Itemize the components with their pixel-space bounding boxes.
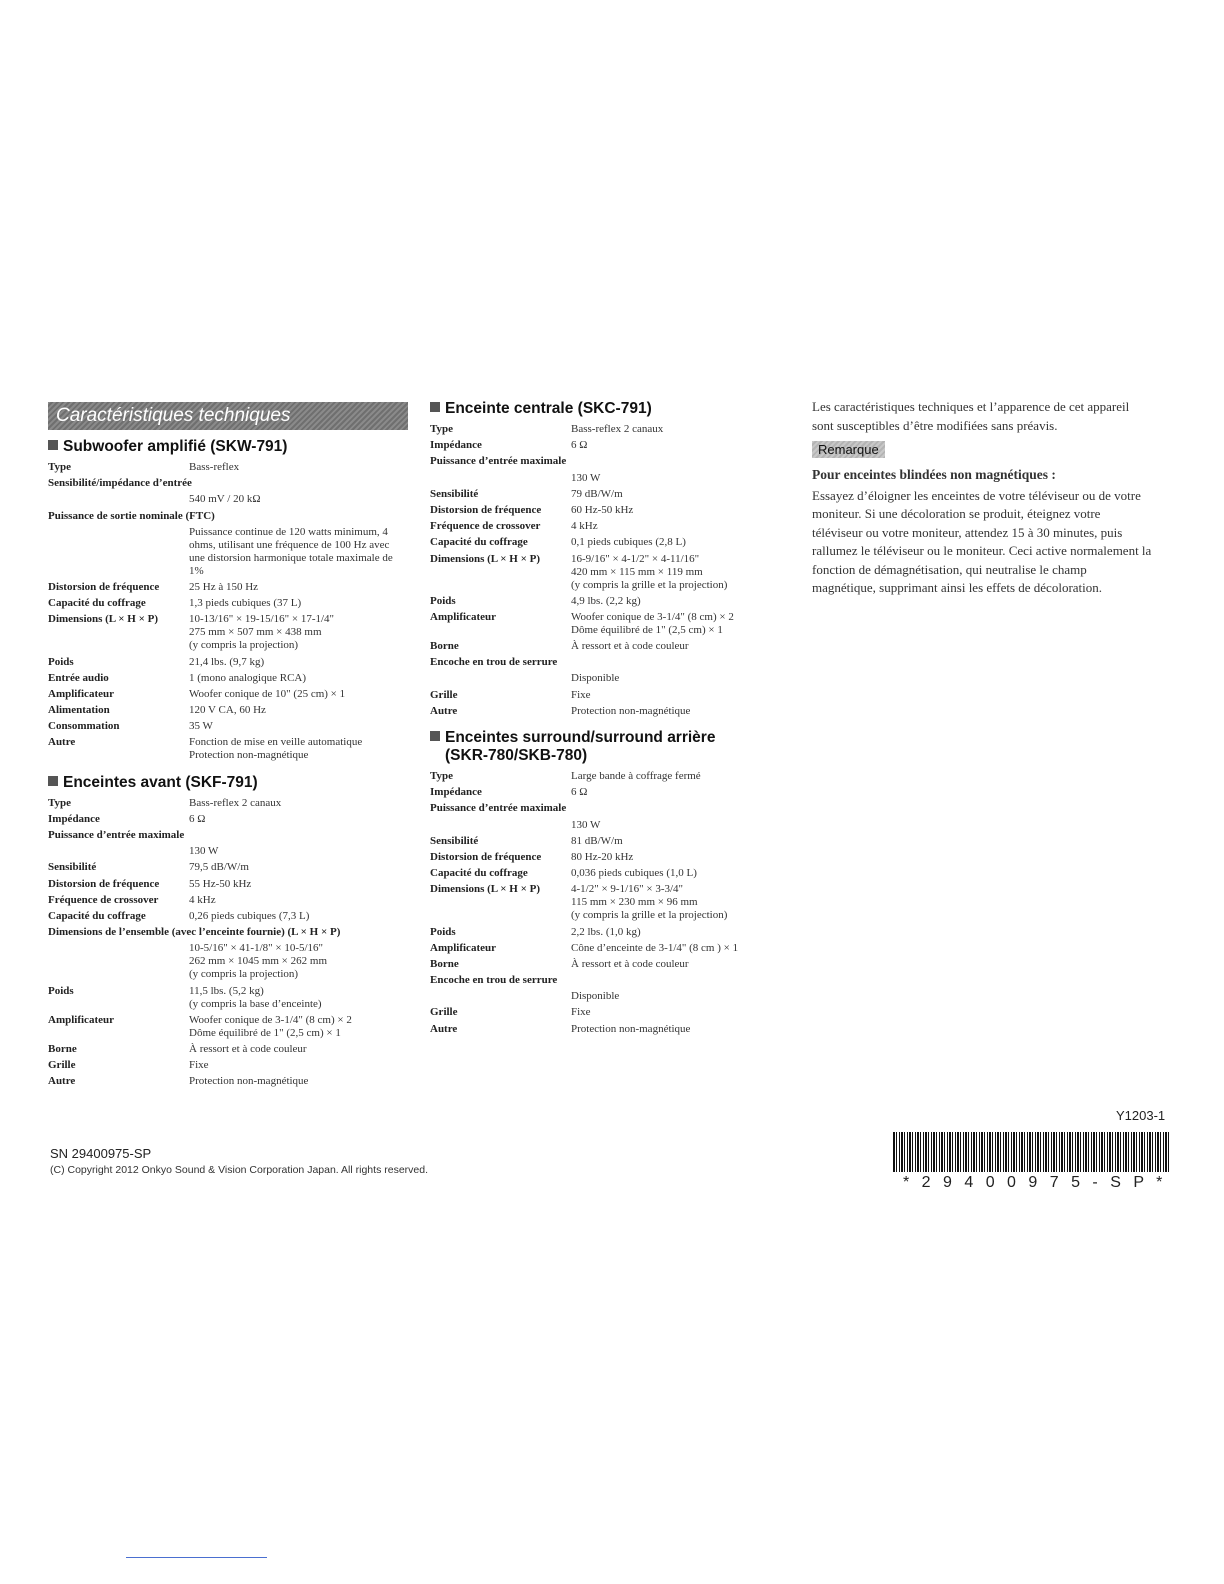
spec-row — [48, 797, 404, 810]
spec-value: 21,4 lbs. (9,7 kg) — [189, 655, 265, 668]
spec-value: À ressort et à code couleur — [189, 1042, 307, 1055]
spec-row — [430, 867, 790, 880]
spec-label: Autre — [48, 736, 76, 749]
spec-value: 60 Hz-50 kHz — [571, 503, 634, 516]
spec-value: Bass-reflex 2 canaux — [571, 423, 664, 435]
spec-value: 11,5 lbs. (5,2 kg) (y compris la base d’enceinte) — [189, 984, 322, 1010]
spec-row — [48, 736, 404, 762]
spec-label: Impédance — [48, 812, 100, 825]
spec-row — [48, 1014, 404, 1040]
spec-row — [430, 553, 790, 592]
spec-value: 10-5/16" × 41-1/8" × 10-5/16" 262 mm × 1045 mm × 262 mm (y compris la projection) — [189, 942, 327, 981]
spec-row — [430, 942, 790, 955]
spec-label: Poids — [430, 925, 456, 938]
spec-label: Puissance d’entrée maximale — [430, 802, 567, 815]
spec-row — [430, 786, 790, 799]
spec-label: Grille — [48, 1059, 76, 1072]
bottom-divider — [126, 1557, 267, 1558]
spec-label: Amplificateur — [48, 1013, 114, 1026]
spec-row — [430, 488, 790, 501]
remarque-badge: Remarque — [812, 441, 885, 458]
spec-row — [48, 1043, 404, 1056]
spec-row — [430, 423, 790, 436]
spec-row — [48, 688, 404, 701]
spec-label: Distorsion de fréquence — [430, 850, 542, 863]
spec-value: 80 Hz-20 kHz — [571, 850, 634, 863]
spec-row — [430, 883, 790, 922]
spec-value: 6 Ω — [571, 786, 588, 799]
spec-row — [48, 656, 404, 669]
spec-value: Protection non-magnétique — [571, 1022, 691, 1035]
spec-label: Sensibilité/impédance d’entrée — [48, 477, 192, 490]
spec-value: 130 W — [571, 818, 601, 831]
spec-label: Consommation — [48, 720, 120, 733]
spec-label: Fréquence de crossover — [48, 893, 159, 906]
right-column — [812, 398, 1162, 598]
note-title: Pour enceintes blindées non magnétiques : — [812, 467, 1056, 482]
spec-value: 2,2 lbs. (1,0 kg) — [571, 925, 641, 938]
spec-row — [48, 829, 404, 842]
spec-row — [48, 910, 404, 923]
document-code: Y1203-1 — [1116, 1108, 1166, 1123]
spec-row — [48, 1059, 404, 1072]
spec-label: Type — [48, 796, 72, 809]
spec-label: Poids — [48, 984, 74, 997]
spec-row — [430, 926, 790, 939]
spec-value: 16-9/16" × 4-1/2" × 4-11/16" 420 mm × 115 mm × 119 mm (y compris la grille et la projection) — [571, 552, 728, 591]
spec-row-value — [430, 672, 790, 685]
spec-label: Sensibilité — [48, 861, 97, 874]
spec-row — [430, 1023, 790, 1036]
spec-label: Poids — [48, 655, 74, 668]
spec-value: 4-1/2" × 9-1/16" × 3-3/4" 115 mm × 230 mm × 96 mm (y compris la grille et la projection) — [571, 883, 728, 922]
spec-value: 79,5 dB/W/m — [189, 861, 249, 874]
spec-label: Autre — [430, 704, 458, 717]
spec-value: Fixe — [189, 1059, 209, 1072]
spec-value: À ressort et à code couleur — [571, 640, 689, 653]
spec-label: Capacité du coffrage — [48, 909, 146, 922]
spec-value: Cône d’enceinte de 3-1/4" (8 cm ) × 1 — [571, 941, 739, 954]
section-title: Subwoofer amplifié (SKW-791) — [48, 438, 404, 456]
spec-row-value — [48, 845, 404, 858]
spec-value: 6 Ω — [571, 439, 588, 452]
spec-row-value — [430, 472, 790, 485]
intro-text: Les caractéristiques techniques et l’apparence de cet appareil sont susceptibles d’être modifiées sans préavis. — [812, 399, 1130, 433]
spec-row — [430, 595, 790, 608]
spec-label: Capacité du coffrage — [430, 536, 528, 549]
spec-label: Type — [430, 770, 454, 782]
spec-label: Distorsion de fréquence — [48, 580, 160, 593]
spec-row — [430, 640, 790, 653]
spec-label: Entrée audio — [48, 671, 109, 684]
spec-value: Puissance continue de 120 watts minimum, 4 ohms, utilisant une fréquence de 100 Hz avec une distorsion harmonique totale maximale de 1% — [189, 525, 393, 577]
spec-label: Amplificateur — [430, 610, 496, 623]
spec-label: Capacité du coffrage — [48, 597, 146, 610]
section-title: Enceintes avant (SKF-791) — [48, 774, 404, 792]
spec-label: Borne — [430, 957, 459, 970]
spec-label: Sensibilité — [430, 834, 479, 847]
spec-value: 25 Hz à 150 Hz — [189, 580, 259, 593]
spec-value: À ressort et à code couleur — [571, 957, 689, 970]
spec-row — [48, 894, 404, 907]
bullet-square-icon — [430, 731, 440, 741]
spec-value: Woofer conique de 10" (25 cm) × 1 — [189, 687, 346, 700]
spec-row — [430, 974, 790, 987]
spec-value: 0,036 pieds cubiques (1,0 L) — [571, 867, 697, 880]
middle-column — [430, 398, 790, 1045]
spec-label: Fréquence de crossover — [430, 520, 541, 533]
spec-row — [48, 672, 404, 685]
spec-label: Type — [48, 461, 72, 473]
spec-value: 0,26 pieds cubiques (7,3 L) — [189, 909, 310, 922]
spec-row — [430, 835, 790, 848]
copyright: (C) Copyright 2012 Onkyo Sound & Vision Corporation Japan. All rights reserved. — [50, 1164, 429, 1176]
spec-value: 4 kHz — [571, 520, 598, 533]
spec-value: Bass-reflex 2 canaux — [189, 796, 282, 809]
spec-value: 0,1 pieds cubiques (2,8 L) — [571, 536, 686, 549]
spec-row-value — [430, 819, 790, 832]
spec-label: Alimentation — [48, 704, 110, 717]
section-title: Enceintes surround/surround arrière (SKR-780/SKB-780) — [430, 729, 790, 765]
spec-value: 4 kHz — [189, 893, 216, 906]
spec-value: 35 W — [189, 720, 213, 733]
spec-label: Puissance d’entrée maximale — [48, 829, 185, 841]
spec-label: Grille — [430, 1006, 458, 1019]
spec-label: Impédance — [430, 786, 482, 799]
spec-value: 130 W — [189, 845, 219, 858]
spec-label: Impédance — [430, 439, 482, 452]
spec-row — [430, 611, 790, 637]
spec-value: Protection non-magnétique — [189, 1075, 309, 1088]
spec-label: Borne — [48, 1042, 77, 1055]
spec-label: Dimensions (L × H × P) — [48, 613, 159, 626]
spec-label: Dimensions (L × H × P) — [430, 552, 541, 565]
spec-value: Protection non-magnétique — [571, 704, 691, 717]
section-banner: Caractéristiques techniques — [48, 402, 408, 430]
spec-row — [430, 455, 790, 468]
spec-row — [48, 926, 404, 939]
spec-row — [430, 504, 790, 517]
spec-value: 55 Hz-50 kHz — [189, 877, 252, 890]
spec-value: Fixe — [571, 1006, 591, 1019]
spec-label: Distorsion de fréquence — [430, 503, 542, 516]
spec-value: 1 (mono analogique RCA) — [189, 671, 307, 684]
note-body: Essayez d’éloigner les enceintes de votre téléviseur ou de votre moniteur. Si une décoloration se produit, éteignez votre téléviseur ou votre moniteur, attendez 15 à 30 minutes, puis rallumez le téléviseur ou le moniteur. Ceci active normalement la fonction de démagnétisation, qui neutralise le champ magnétique, supprimant ainsi les effets de décoloration. — [812, 487, 1152, 595]
barcode-image — [893, 1132, 1171, 1172]
spec-value: Disponible — [571, 990, 620, 1003]
barcode-text: * 2 9 4 0 0 9 7 5 - S P * — [903, 1174, 1167, 1191]
spec-value: Woofer conique de 3-1/4" (8 cm) × 2 Dôme équilibré de 1" (2,5 cm) × 1 — [189, 1013, 352, 1039]
spec-value: Large bande à coffrage fermé — [571, 770, 701, 782]
spec-value: 10-13/16" × 19-15/16" × 17-1/4" 275 mm × 507 mm × 438 mm (y compris la projection) — [189, 613, 335, 652]
spec-value: Fixe — [571, 688, 591, 701]
spec-row — [430, 536, 790, 549]
spec-label: Borne — [430, 640, 459, 653]
bullet-square-icon — [48, 440, 58, 450]
bullet-square-icon — [48, 776, 58, 786]
spec-value: 4,9 lbs. (2,2 kg) — [571, 594, 641, 607]
left-specs — [48, 438, 404, 1097]
spec-label: Encoche en trou de serrure — [430, 656, 558, 669]
spec-row — [430, 851, 790, 864]
spec-row — [48, 1075, 404, 1088]
spec-row — [48, 813, 404, 826]
spec-row — [430, 802, 790, 815]
spec-value: 6 Ω — [189, 812, 206, 825]
spec-row — [48, 510, 404, 523]
spec-value: 120 V CA, 60 Hz — [189, 704, 266, 717]
spec-row — [430, 770, 790, 783]
spec-label: Amplificateur — [430, 941, 496, 954]
spec-row-value — [48, 493, 404, 506]
spec-row-value — [48, 942, 404, 981]
spec-value: Fonction de mise en veille automatique Protection non-magnétique — [189, 736, 363, 762]
spec-row — [48, 985, 404, 1011]
spec-label: Puissance de sortie nominale (FTC) — [48, 509, 215, 522]
spec-row — [430, 1006, 790, 1019]
spec-row — [430, 520, 790, 533]
spec-row — [430, 689, 790, 702]
spec-row — [430, 656, 790, 669]
spec-value: 79 dB/W/m — [571, 487, 623, 500]
spec-label: Encoche en trou de serrure — [430, 974, 558, 987]
spec-value: 1,3 pieds cubiques (37 L) — [189, 597, 302, 610]
spec-value: 81 dB/W/m — [571, 834, 623, 847]
spec-label: Dimensions (L × H × P) — [430, 883, 541, 896]
spec-label: Type — [430, 423, 454, 435]
spec-label: Sensibilité — [430, 487, 479, 500]
spec-row — [430, 705, 790, 718]
spec-value: Disponible — [571, 672, 620, 685]
spec-label: Poids — [430, 594, 456, 607]
serial-number: SN 29400975-SP — [50, 1146, 152, 1161]
spec-row — [48, 581, 404, 594]
spec-value: 130 W — [571, 471, 601, 484]
spec-row — [48, 878, 404, 891]
spec-row — [48, 861, 404, 874]
spec-label: Autre — [430, 1022, 458, 1035]
spec-value: Woofer conique de 3-1/4" (8 cm) × 2 Dôme équilibré de 1" (2,5 cm) × 1 — [571, 610, 734, 636]
spec-row — [48, 613, 404, 652]
spec-label: Dimensions de l’ensemble (avec l’enceinte fournie) (L × H × P) — [48, 926, 341, 939]
spec-label: Puissance d’entrée maximale — [430, 455, 567, 468]
left-column — [48, 402, 404, 1097]
spec-row-value — [48, 526, 404, 578]
spec-label: Capacité du coffrage — [430, 867, 528, 880]
spec-row — [48, 477, 404, 490]
spec-label: Grille — [430, 688, 458, 701]
spec-value: 540 mV / 20 kΩ — [189, 493, 261, 506]
spec-row-value — [430, 990, 790, 1003]
spec-row — [48, 704, 404, 717]
spec-label: Distorsion de fréquence — [48, 877, 160, 890]
spec-row — [48, 461, 404, 474]
section-title: Enceinte centrale (SKC-791) — [430, 400, 790, 418]
spec-label: Amplificateur — [48, 687, 114, 700]
spec-row — [48, 720, 404, 733]
spec-value: Bass-reflex — [189, 461, 240, 473]
spec-label: Autre — [48, 1075, 76, 1088]
spec-row — [430, 958, 790, 971]
spec-row — [48, 597, 404, 610]
spec-row — [430, 439, 790, 452]
bullet-square-icon — [430, 402, 440, 412]
